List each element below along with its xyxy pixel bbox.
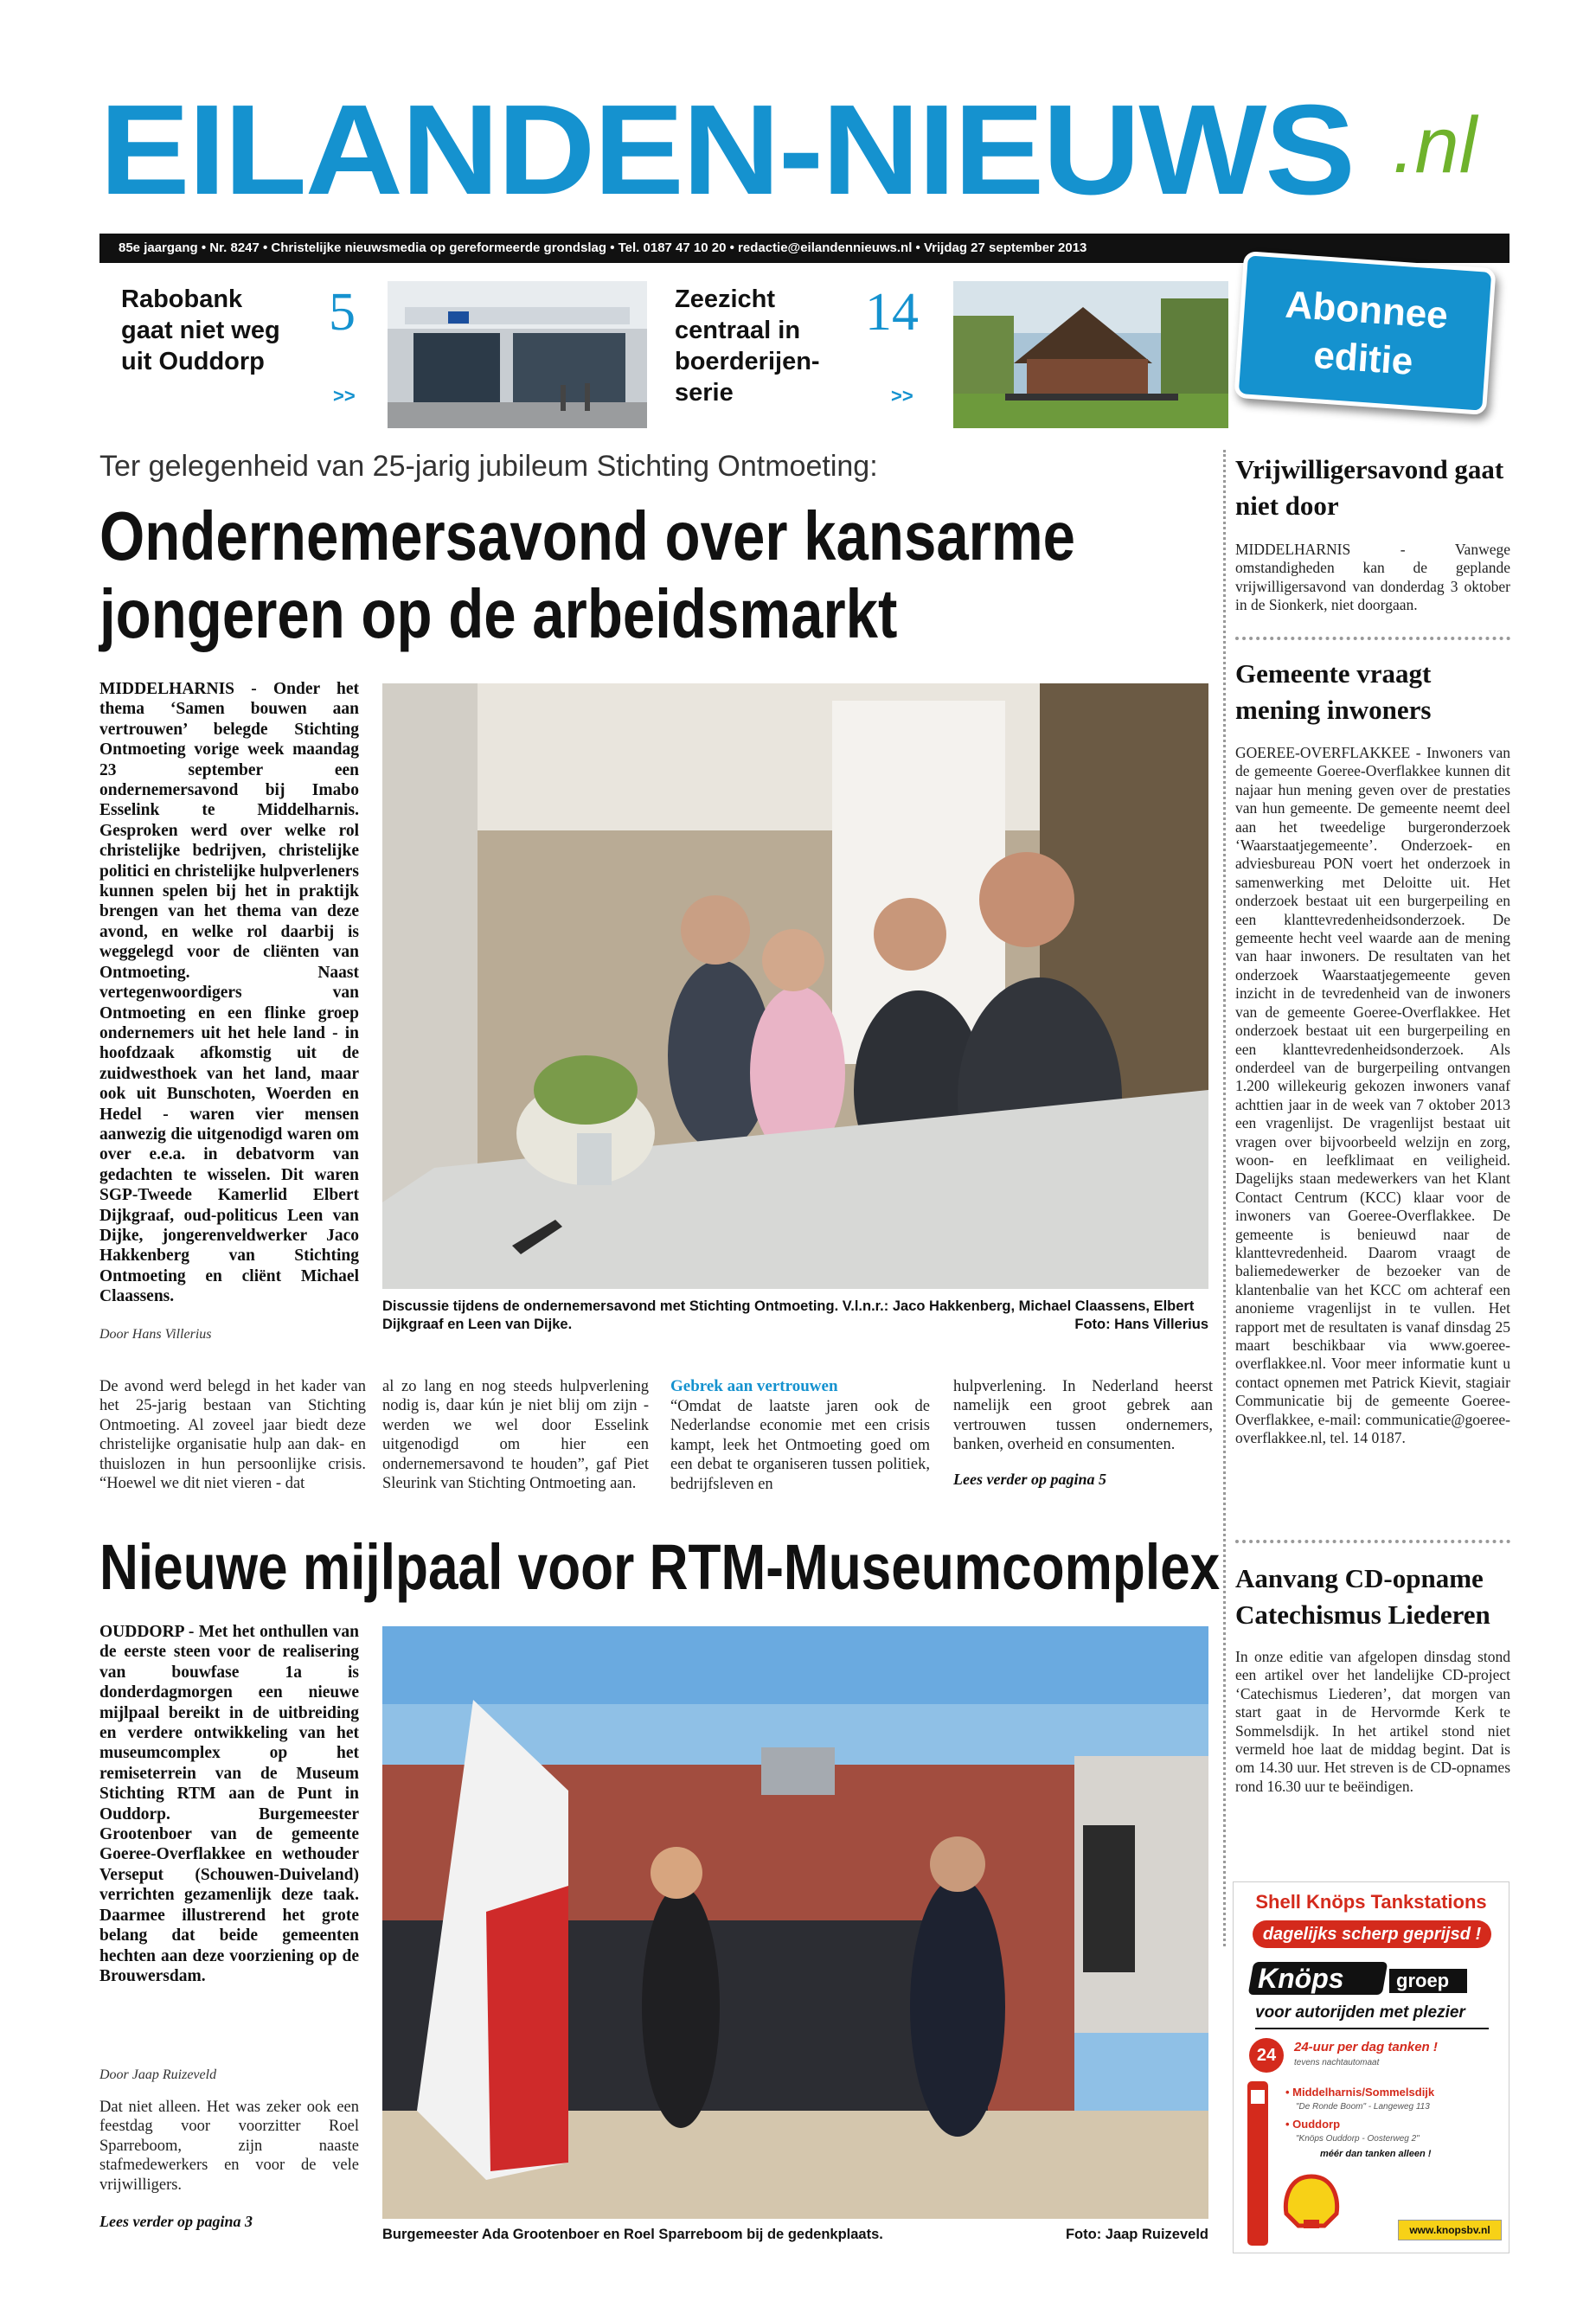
teaser-2-photo[interactable] [953, 281, 1228, 428]
ad-location-2: • Ouddorp [1285, 2118, 1341, 2131]
masthead-logo: EILANDEN-NIEUWS [99, 79, 1354, 221]
abonnee-edition-badge [1234, 251, 1496, 415]
second-article-lead: OUDDORP - Met het onthullen van de eerste steen voor de realisering van bouwfase 1a is donderdagmorgen een nieuwe mijlpaal bereikt in de uitbreiding en verdere ontwikkeling van het museumcomplex op het remiseterrein van de Museum Stichting RTM aan de Punt in Ouddorp. Burgemeester Grootenboer van de gemeente Goeree-Overflakkee en wethouder Verseput (Schouwen-Duiveland) verrichten gezamenlijk deze taak. Daarmee illustrerend het grote belang dat beide gemeenten hechten aan deze voorziening op de Brouwersdam. [99, 1623, 359, 1985]
ad-tagline: voor autorijden met plezier [1255, 2003, 1465, 2022]
ad-hours: 24-uur per dag tanken ! [1294, 2040, 1438, 2054]
main-article-subhead: Gebrek aan vertrouwen [670, 1377, 838, 1395]
sidebar-item-title-1[interactable]: Vrijwilligersavond gaat niet door [1235, 454, 1504, 521]
teaser-2-title[interactable]: Zeezicht centraal in boerderijen-serie [675, 285, 820, 407]
ad-logo-group: groep [1396, 1970, 1450, 1991]
ad-location-1-sub: "De Ronde Boom" - Langeweg 113 [1296, 2102, 1430, 2112]
teaser-1-page[interactable]: 5 [329, 283, 356, 342]
sidebar-item-body-2: GOEREE-OVERFLAKKEE - Inwoners van de gemeente Goeree-Overflakkee kunnen dit najaar hun mening geven over de prestaties van hun gemeente. De gemeente neemt deel aan het tweedelige burgeronderzoek ‘Waarstaatjegemeente’. Onderzoek- en adviesbureau PON voert het onderzoek in samenwerking met Deloitte uit. Het onderzoek bestaat uit een burgerpeiling en een klanttevredenheidsonderzoek. De gemeente hecht veel waarde aan de mening van haar inwoners. De resultaten van het onderzoek Waarstaatjegemeente geven inzicht in de tevredenheid van de inwoners van de gemeente Goeree-Overflakkee. Het onderzoek bestaat uit een burgerpeiling en een klanttevredenheidsonderzoek. Als onderdeel van de burgerpeiling ontvangen 1.200 willekeurig gekozen inwoners vanaf achttien jaar in de week van 7 oktober 2013 een vragenlijst. De vragenlijst bestaat uit vragen over bijvoorbeeld welzijn en zorg, woon- en leefklimaat en veiligheid. Dagelijks staan medewerkers van het Klant Contact Centrum (KCC) klaar voor de inwoners van Goeree-Overflakkee. De gemeente is benieuwd naar de klanttevredenheid. Daarom vraagt de baliemedewerker de bezoeker van de klantenbalie van het KCC om achteraf een anonieme vragenlijst in te vullen. Het rapport met de resultaten is vanaf dinsdag 25 maart beschikbaar via www.goeree-overflakkee.nl. Voor meer informatie kunt u contact opnemen met Patrick Kievit, stagiair Communicatie bij de gemeente Goeree-Overflakkee, e-mail: communicatie@goeree-overflakkee.nl, tel. 14 0187. [1235, 744, 1510, 1447]
sidebar-item-body-3: In onze editie van afgelopen dinsdag stond een artikel over het landelijke CD-project ‘Catechismus Liederen’, dat morgen van start gaat in de Hervormde Kerk te Sommelsdijk. In het artikel stond niet vermeld hoe laat de middag begint. Dat is om 14.30 uur. Het streven is de CD-opnames rond 16.30 uur te beëindigen. [1235, 1648, 1510, 1795]
sidebar-item-title-3[interactable]: Aanvang CD-opname Catechismus Liederen [1235, 1563, 1490, 1630]
ceremony-photo-illustration [382, 1626, 1208, 2219]
main-article-photo[interactable] [382, 683, 1208, 1289]
masthead-suffix: .nl [1393, 101, 1477, 189]
second-article-byline: Door Jaap Ruizeveld [99, 2067, 217, 2082]
second-article-caption [382, 2226, 1208, 2244]
ad-location-1: • Middelharnis/Sommelsdijk [1285, 2086, 1435, 2099]
sidebar-rule-1 [1235, 637, 1510, 640]
ad-headline: Shell Knöps Tankstations [1255, 1891, 1487, 1913]
farmhouse-illustration [953, 281, 1228, 428]
sidebar-item-body-1: MIDDELHARNIS - Vanwege omstandigheden kan de geplande vrijwilligersavond van donderdag 3 oktober in de Sionkerk, niet doorgaan. [1235, 541, 1510, 614]
main-article-byline: Door Hans Villerius [99, 1327, 212, 1342]
second-article-headline[interactable]: Nieuwe mijlpaal voor RTM-Museumcomplex [99, 1531, 1221, 1603]
ad-logo-main: Knöps [1258, 1963, 1344, 1994]
shell-logo-icon [1281, 2172, 1342, 2233]
shell-knops-advertisement[interactable] [1233, 1881, 1509, 2253]
teaser-2-page[interactable]: 14 [865, 283, 919, 342]
main-article-continued-link[interactable]: Lees verder op pagina 5 [953, 1471, 1106, 1488]
photo-credit-2: Foto: Jaap Ruizeveld [1065, 2227, 1208, 2242]
photo-credit: Foto: Hans Villerius [1074, 1317, 1208, 1332]
ad-note: méér dan tanken alleen ! [1320, 2149, 1432, 2159]
badge-line-2: editie [1311, 333, 1414, 383]
main-article-col-3: “Omdat de laatste jaren ook de Nederlandse economie met een crisis kampt, leek het Ontmoeting goed om een debat te organiseren tussen politiek, bedrijfsleven en [670, 1398, 930, 1493]
teaser-1-arrow[interactable]: >> [333, 385, 356, 407]
teaser-1-photo[interactable] [388, 281, 647, 428]
main-article-col-1: De avond werd belegd in het kader van het 25-jarig bestaan van Stichting Ontmoeting. Al zoveel jaar biedt deze christelijke organisatie hulp aan dak- en thuislozen in hun persoonlijke crisis. “Hoewel we dit niet vieren - dat [99, 1378, 366, 1493]
debate-photo-illustration [382, 683, 1208, 1289]
second-article-body: Dat niet alleen. Het was zeker ook een feestdag voor voorzitter Roel Sparreboom, zijn naaste stafmedewerkers en voor de vele vrijwilligers. [99, 2099, 359, 2194]
ad-url-link[interactable]: www.knopsbv.nl [1398, 2220, 1502, 2240]
main-article-headline[interactable] [99, 497, 1075, 654]
ad-24h-icon: 24 [1249, 2038, 1284, 2073]
teaser-1-title[interactable]: Rabobank gaat niet weg uit Ouddorp [121, 285, 280, 375]
sidebar-item-title-2[interactable]: Gemeente vraagt mening inwoners [1235, 658, 1432, 725]
fuel-pump-icon [1242, 2081, 1273, 2246]
sidebar-rule-2 [1235, 1540, 1510, 1543]
ad-hours-sub: tevens nachtautomaat [1294, 2058, 1380, 2067]
sidebar-divider [1223, 450, 1226, 1946]
main-article-kicker: Ter gelegenheid van 25-jarig jubileum Stichting Ontmoeting: [99, 450, 878, 483]
ad-location-2-sub: "Knöps Ouddorp - Oosterweg 2" [1296, 2134, 1420, 2144]
caption-text-2: Burgemeester Ada Grootenboer en Roel Sparreboom bij de gedenkplaats. [382, 2227, 883, 2242]
main-article-col-4: hulpverlening. In Nederland heerst namelijk een groot gebrek aan vertrouwen tussen ondernemers, banken, overheid en consumenten. [953, 1378, 1213, 1454]
badge-line-1: Abonnee [1284, 283, 1450, 337]
caption-text: Discussie tijdens de ondernemersavond met Stichting Ontmoeting. V.l.n.r.: Jaco Hakkenberg, Michael Claassens, Elbert Dijkgraaf en Leen van Dijke. [382, 1298, 1195, 1332]
bank-building-illustration [388, 281, 647, 428]
info-bar: 85e jaargang • Nr. 8247 • Christelijke nieuwsmedia op gereformeerde grondslag • Tel. 0187 47 10 20 • redactie@eilandennieuws.nl • Vrijdag 27 september 2013 [99, 234, 1509, 263]
main-article-lead: MIDDELHARNIS - Onder het thema ‘Samen bouwen aan vertrouwen’ belegde Stichting Ontmoeting vorige week maandag 23 september een ondernemersavond bij Imabo Esselink te Middelharnis. Gesproken werd over welke rol christelijke bedrijven, christelijke politici en christelijke hulpverleners kunnen spelen bij het in praktijk brengen van het thema van deze avond, en welke rol daarbij is weggelegd voor de cliënten van Ontmoeting. Naast vertegenwoordigers van Ontmoeting en een flinke groep ondernemers uit het hele land - in hoofdzaak afkomstig uit de zuidwesthoek van het land, maar ook uit Bunschoten, Woerden en Hedel - waren vier mensen aanwezig die uitgenodigd waren om over e.e.a. in debatvorm van gedachten te wisselen. Dit waren SGP-Tweede Kamerlid Elbert Dijkgraaf, oud-politicus Leen van Dijke, jongerenveldwerker Jaco Hakkenberg van Stichting Ontmoeting en cliënt Michael Claassens. [99, 680, 359, 1306]
main-article-caption [382, 1298, 1208, 1334]
ad-slogan: dagelijks scherp geprijsd ! [1262, 1925, 1482, 1944]
teaser-2-arrow[interactable]: >> [891, 385, 913, 407]
ad-divider [1255, 2028, 1489, 2029]
second-article-continued-link[interactable]: Lees verder op pagina 3 [99, 2213, 253, 2230]
headline-line-2: jongeren op de arbeidsmarkt [99, 575, 898, 653]
second-article-photo[interactable] [382, 1626, 1208, 2219]
main-article-col-2: al zo lang en nog steeds hulpverlening nodig is, daar kún je niet blij om zijn - werden we wel door Esselink uitgenodigd om hier een ondernemersavond te houden”, gaf Piet Sleurink van Stichting Ontmoeting aan. [382, 1378, 649, 1493]
headline-line-1: Ondernemersavond over kansarme [99, 497, 1075, 574]
